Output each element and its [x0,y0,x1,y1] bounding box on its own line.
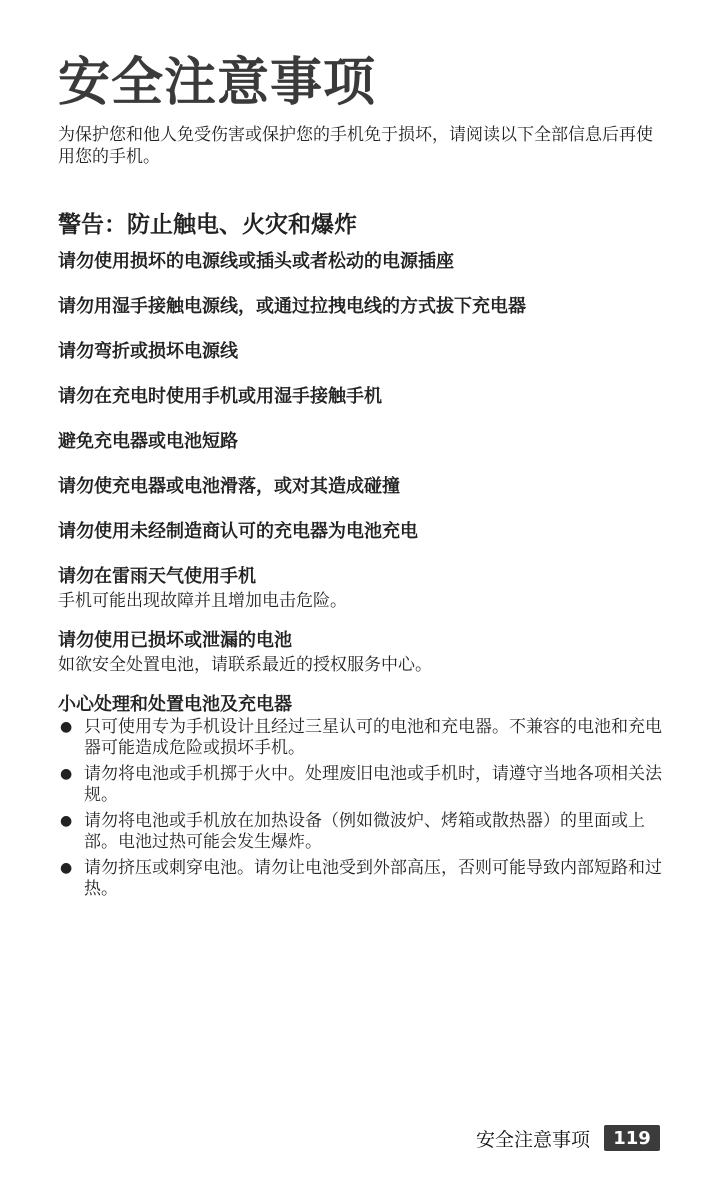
page-content [58,50,668,905]
bullet-item [58,811,668,853]
bullet-text: 请勿将电池或手机放在加热设备（例如微波炉、烤箱或散热器）的里面或上部。电池过热可能会发生爆炸。 [84,811,645,852]
warning-heading: 小心处理和处置电池及充电器 [58,694,292,715]
page-number: 119 [604,1125,660,1151]
warning-item [58,340,668,385]
bullet-item [58,764,668,806]
warning-heading: 请勿使充电器或电池滑落，或对其造成碰撞 [58,476,400,497]
bullet-text: 只可使用专为手机设计且经过三星认可的电池和充电器。不兼容的电池和充电器可能造成危险或损坏手机。 [84,717,662,758]
warning-item [58,475,668,520]
page-title: 安全注意事项 [58,53,377,113]
bullet-icon: ● [60,719,73,735]
warning-item [58,693,668,900]
bullet-icon: ● [60,813,73,829]
warning-list [58,250,668,900]
warning-item [58,385,668,430]
bullet-item [58,717,668,759]
section-title: 警告：防止触电、火灾和爆炸 [58,212,357,238]
warning-heading: 请勿使用未经制造商认可的充电器为电池充电 [58,521,418,542]
warning-body: 手机可能出现故障并且增加电击危险。 [58,591,347,611]
warning-heading: 请勿在雷雨天气使用手机 [58,566,256,587]
warning-item [58,629,668,677]
bullet-item [58,858,668,900]
bullet-icon: ● [60,766,73,782]
bullet-text: 请勿挤压或刺穿电池。请勿让电池受到外部高压，否则可能导致内部短路和过热。 [84,858,662,899]
intro-paragraph: 为保护您和他人免受伤害或保护您的手机免于损坏，请阅读以下全部信息后再使用您的手机。 [58,125,653,167]
warning-heading: 请勿用湿手接触电源线，或通过拉拽电线的方式拔下充电器 [58,296,526,317]
warning-heading: 请勿弯折或损坏电源线 [58,341,238,362]
bullet-text: 请勿将电池或手机掷于火中。处理废旧电池或手机时，请遵守当地各项相关法规。 [84,764,662,805]
warning-heading: 请勿使用损坏的电源线或插头或者松动的电源插座 [58,251,454,272]
bullet-list [58,717,668,900]
warning-item [58,295,668,340]
warning-item [58,250,668,295]
page-footer [476,1124,660,1152]
warning-body: 如欲安全处置电池，请联系最近的授权服务中心。 [58,655,432,675]
bullet-icon: ● [60,860,73,876]
warning-item [58,565,668,613]
warning-item [58,430,668,475]
footer-section-name: 安全注意事项 [476,1128,591,1151]
warning-item [58,520,668,565]
warning-heading: 避免充电器或电池短路 [58,431,238,452]
warning-heading: 请勿在充电时使用手机或用湿手接触手机 [58,386,382,407]
warning-heading: 请勿使用已损坏或泄漏的电池 [58,630,292,651]
